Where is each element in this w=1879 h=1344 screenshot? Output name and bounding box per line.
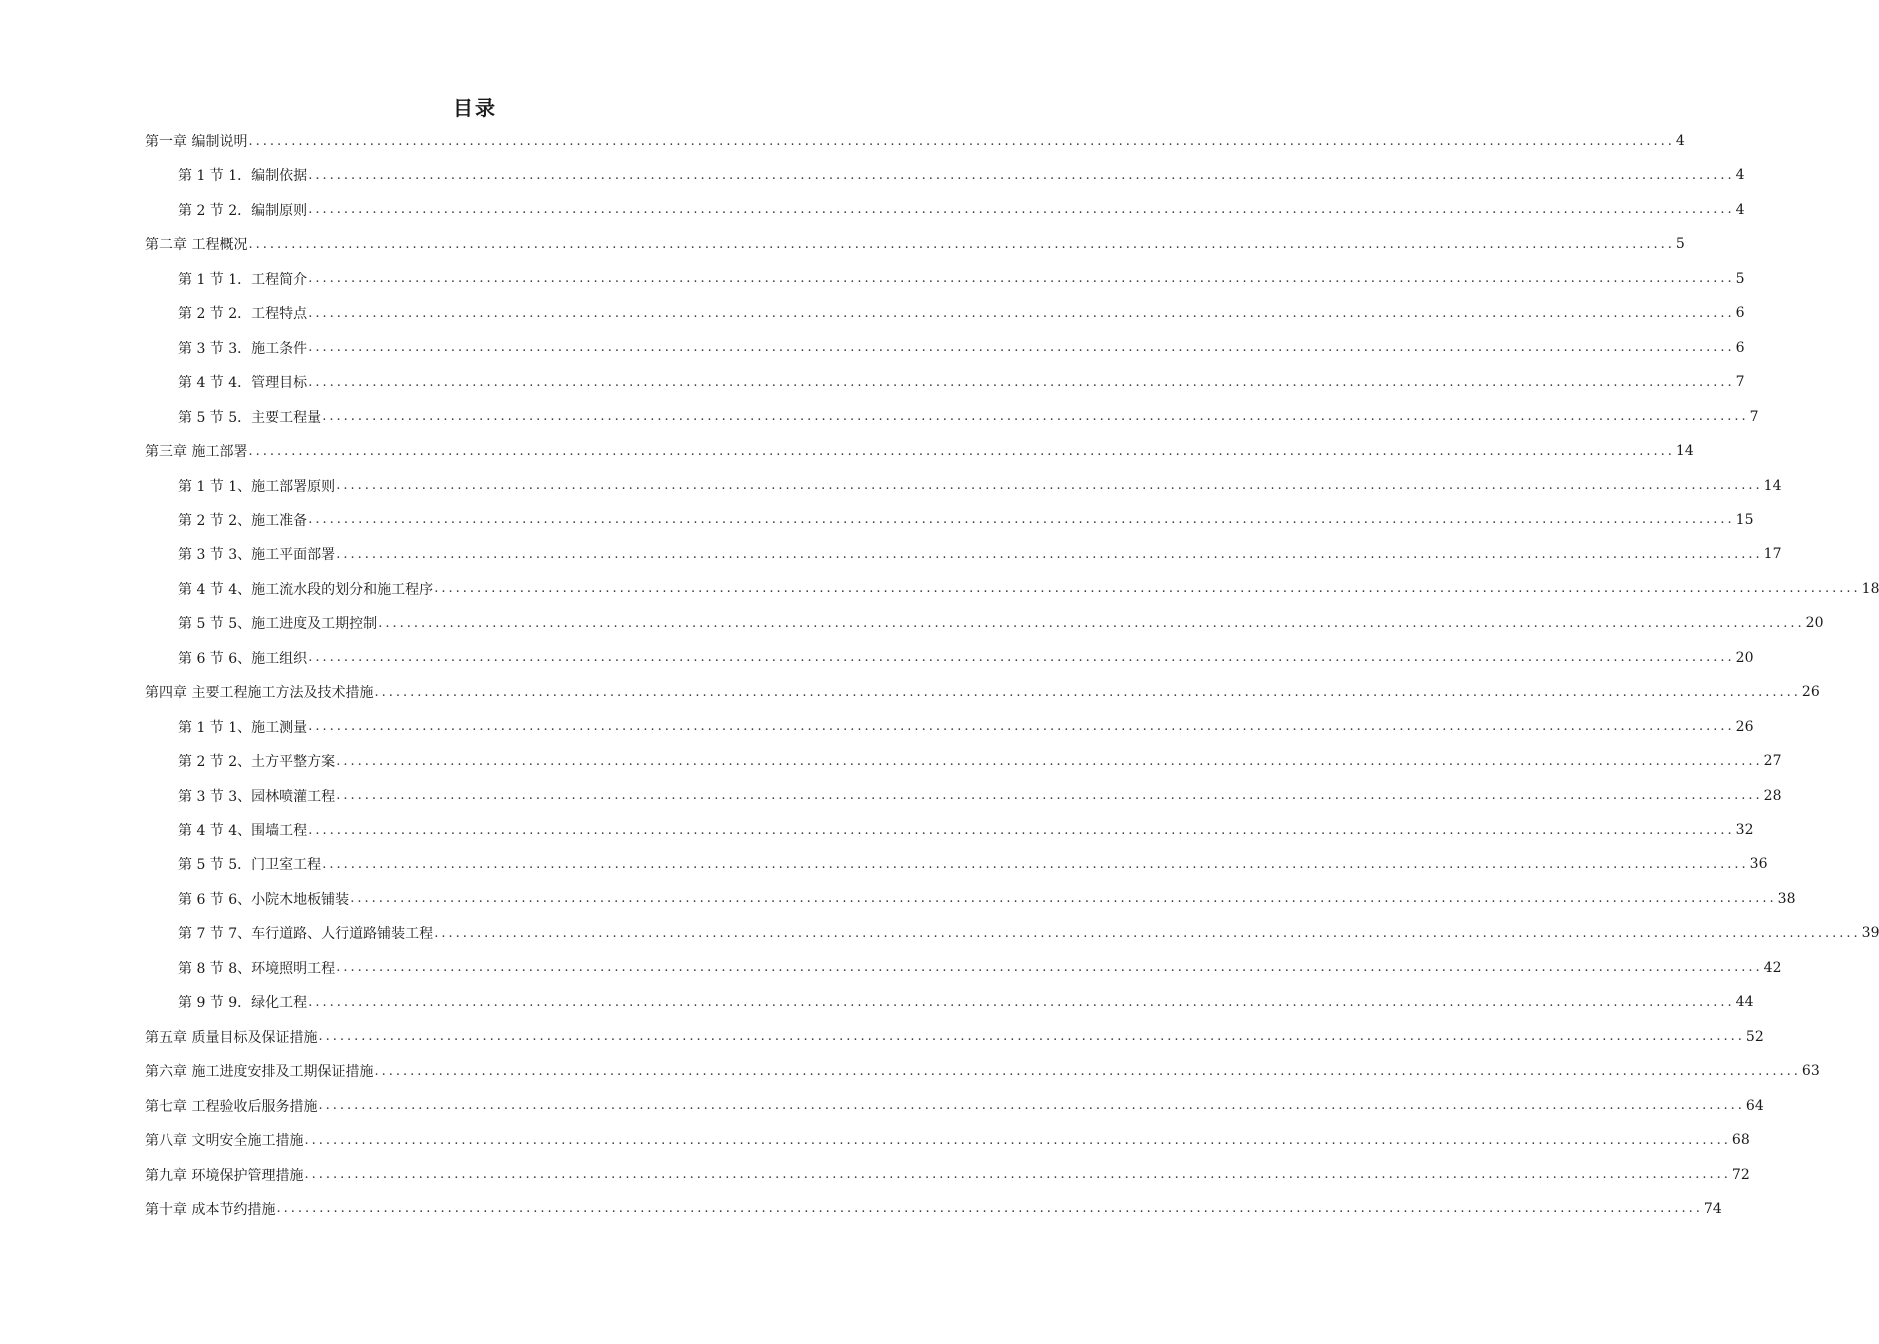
toc-entry-title: 1．编制依据 — [228, 168, 308, 185]
toc-page-number: 26 — [1801, 684, 1820, 701]
toc-entry-title: 4．管理目标 — [228, 375, 308, 392]
toc-entry-label: 第 5 节 — [178, 616, 224, 633]
toc-leader-dots: ........................................................................................................................................................................................................ — [318, 1098, 1745, 1114]
toc-entry-label: 第六章 — [145, 1064, 187, 1081]
toc-entry-label: 第 4 节 — [178, 375, 224, 392]
toc-entry-title: 3．施工条件 — [228, 340, 308, 357]
toc-entry-title: 1、施工部署原则 — [228, 478, 336, 495]
toc-page-number: 14 — [1675, 443, 1694, 460]
toc-leader-dots: ........................................................................................................................................................................................................ — [276, 1201, 1703, 1217]
toc-entry[interactable] — [145, 1125, 1750, 1155]
toc-entry-text — [178, 338, 307, 358]
toc-page-number: 74 — [1703, 1200, 1722, 1217]
toc-entry-title: 4、施工流水段的划分和施工程序 — [228, 581, 434, 598]
toc-entry-title: 编制说明 — [191, 134, 248, 150]
toc-entry-label: 第 1 节 — [178, 168, 224, 185]
toc-page-number: 15 — [1735, 511, 1754, 528]
toc-entry-title: 6、施工组织 — [228, 650, 308, 667]
toc-page-number: 5 — [1675, 236, 1685, 253]
toc-leader-dots: ........................................................................................................................................................................................................ — [350, 891, 1777, 907]
toc-page-number: 7 — [1749, 408, 1759, 425]
toc-leader-dots: ........................................................................................................................................................................................................ — [308, 650, 1735, 666]
toc-leader-dots: ........................................................................................................................................................................................................ — [248, 236, 1675, 252]
toc-entry-text — [178, 889, 349, 909]
toc-page-number: 44 — [1735, 994, 1754, 1011]
toc-entry[interactable] — [178, 574, 1879, 604]
toc-entry-title: 2、施工准备 — [228, 512, 308, 529]
toc-entry-title: 2．工程特点 — [228, 306, 308, 323]
toc-entry-text — [178, 407, 321, 427]
toc-page-number: 42 — [1763, 959, 1782, 976]
toc-entry-text — [178, 717, 307, 737]
toc-entry-label: 第 2 节 — [178, 202, 224, 219]
toc-entry-text — [178, 165, 307, 185]
toc-entry-text — [178, 200, 307, 220]
toc-entry-text — [178, 958, 335, 978]
toc-entry[interactable] — [145, 126, 1685, 156]
toc-entry-text — [145, 1199, 275, 1219]
toc-entry-label: 第七章 — [145, 1098, 187, 1115]
toc-entry-text — [145, 441, 247, 461]
toc-page-number: 14 — [1763, 477, 1782, 494]
toc-entry-text — [145, 131, 247, 151]
toc-entry-text — [178, 992, 307, 1012]
toc-entry-text — [178, 613, 377, 633]
toc-entry-label: 第 3 节 — [178, 788, 224, 805]
toc-leader-dots: ........................................................................................................................................................................................................ — [308, 340, 1735, 356]
toc-entry-text — [178, 544, 335, 564]
toc-entry-text — [178, 476, 335, 496]
toc-entry[interactable] — [178, 746, 1782, 776]
toc-leader-dots: ........................................................................................................................................................................................................ — [374, 684, 1801, 700]
toc-entry[interactable] — [178, 195, 1745, 225]
toc-leader-dots: ........................................................................................................................................................................................................ — [308, 202, 1735, 218]
toc-entry-label: 第 1 节 — [178, 271, 224, 288]
toc-entry-label: 第三章 — [145, 444, 187, 461]
toc-page-number: 26 — [1735, 718, 1754, 735]
toc-entry[interactable] — [178, 264, 1745, 294]
toc-entry-text — [145, 1165, 303, 1185]
toc-leader-dots: ........................................................................................................................................................................................................ — [322, 409, 1749, 425]
toc-entry[interactable] — [178, 402, 1759, 432]
toc-leader-dots: ........................................................................................................................................................................................................ — [308, 512, 1735, 528]
toc-page-number: 72 — [1731, 1166, 1750, 1183]
toc-leader-dots: ........................................................................................................................................................................................................ — [308, 719, 1735, 735]
toc-page-number: 38 — [1777, 890, 1796, 907]
toc-entry-text — [178, 751, 335, 771]
toc-leader-dots: ........................................................................................................................................................................................................ — [336, 478, 1763, 493]
toc-entry-label: 第 2 节 — [178, 512, 224, 529]
toc-entry-label: 第 9 节 — [178, 995, 224, 1012]
toc-page-number: 4 — [1735, 201, 1745, 218]
toc-entry[interactable] — [145, 1160, 1750, 1190]
toc-entry-label: 第五章 — [145, 1029, 187, 1046]
toc-entry-text — [178, 923, 433, 943]
toc-entry-title: 施工部署 — [191, 444, 248, 461]
toc-entry-title: 工程概况 — [191, 237, 248, 254]
toc-entry-title: 3、园林喷灌工程 — [228, 788, 336, 805]
toc-leader-dots: ........................................................................................................................................................................................................ — [308, 994, 1735, 1010]
toc-entry[interactable] — [178, 160, 1745, 190]
toc-leader-dots: ........................................................................................................................................................................................................ — [322, 856, 1749, 872]
toc-entry-text — [145, 1027, 317, 1047]
toc-page-number: 20 — [1735, 649, 1754, 666]
toc-page-number: 68 — [1731, 1132, 1750, 1149]
toc-leader-dots: ........................................................................................................................................................................................................ — [374, 1063, 1801, 1079]
toc-entry-text — [178, 372, 307, 392]
toc-entry-label: 第 3 节 — [178, 547, 224, 564]
toc-entry-text — [145, 682, 373, 702]
toc-entry-text — [178, 303, 307, 323]
toc-leader-dots: ........................................................................................................................................................................................................ — [308, 374, 1735, 390]
toc-entry-label: 第 2 节 — [178, 306, 224, 323]
toc-entry-label: 第四章 — [145, 685, 187, 702]
toc-entry-title: 施工进度安排及工期保证措施 — [191, 1064, 374, 1081]
toc-entry-text — [145, 234, 247, 254]
toc-page-number: 7 — [1735, 374, 1745, 391]
toc-entry-label: 第 1 节 — [178, 478, 224, 495]
toc-entry-title: 2．编制原则 — [228, 202, 308, 219]
toc-leader-dots: ........................................................................................................................................................................................................ — [248, 443, 1675, 459]
toc-page-number: 5 — [1735, 270, 1745, 287]
toc-entry-label: 第 2 节 — [178, 754, 224, 771]
toc-page-number: 18 — [1861, 580, 1879, 597]
toc-entry[interactable] — [145, 677, 1820, 707]
toc-entry-label: 第 3 节 — [178, 340, 224, 357]
toc-entry-label: 第十章 — [145, 1201, 187, 1218]
toc-entry-text — [145, 1130, 303, 1150]
toc-entry-label: 第 7 节 — [178, 926, 224, 943]
toc-entry-text — [178, 648, 307, 668]
toc-entry-label: 第二章 — [145, 237, 187, 254]
toc-entry[interactable] — [178, 505, 1754, 535]
toc-entry[interactable] — [178, 643, 1754, 673]
toc-leader-dots: ........................................................................................................................................................................................................ — [308, 167, 1735, 183]
toc-page-number: 4 — [1675, 133, 1685, 149]
page-title: 目录 — [453, 96, 497, 120]
toc-entry-text — [178, 510, 307, 530]
toc-entry[interactable] — [178, 849, 1768, 879]
toc-leader-dots: ........................................................................................................................................................................................................ — [308, 305, 1735, 321]
toc-entry-title: 2、土方平整方案 — [228, 754, 336, 771]
toc-entry[interactable] — [178, 333, 1745, 363]
toc-page-number: 52 — [1745, 1028, 1764, 1045]
toc-entry[interactable] — [178, 471, 1782, 501]
toc-entry[interactable] — [178, 367, 1745, 397]
toc-page-number: 17 — [1763, 546, 1782, 563]
toc-entry-label: 第 4 节 — [178, 823, 224, 839]
toc-page-number: 63 — [1801, 1063, 1820, 1080]
toc-entry-title: 环境保护管理措施 — [191, 1167, 304, 1184]
toc-entry[interactable] — [178, 298, 1745, 328]
toc-entry-label: 第 5 节 — [178, 857, 224, 874]
toc-leader-dots: ........................................................................................................................................................................................................ — [434, 581, 1861, 597]
toc-entry[interactable] — [145, 1091, 1764, 1121]
toc-entry-label: 第 6 节 — [178, 650, 224, 667]
toc-entry-label: 第一章 — [145, 134, 187, 150]
toc-entry-title: 6、小院木地板铺装 — [228, 891, 350, 908]
toc-entry-title: 5、施工进度及工期控制 — [228, 616, 378, 633]
toc-entry-title: 5．主要工程量 — [228, 409, 322, 426]
toc-entry[interactable] — [178, 712, 1754, 742]
toc-leader-dots: ........................................................................................................................................................................................................ — [318, 1029, 1745, 1045]
toc-entry-title: 7、车行道路、人行道路铺装工程 — [228, 926, 434, 943]
toc-entry[interactable] — [178, 781, 1782, 811]
toc-entry-label: 第八章 — [145, 1133, 187, 1150]
toc-entry-title: 主要工程施工方法及技术措施 — [191, 685, 374, 702]
toc-entry-label: 第 6 节 — [178, 891, 224, 908]
toc-entry[interactable] — [145, 1022, 1764, 1052]
toc-entry-label: 第 8 节 — [178, 960, 224, 977]
toc-entry-label: 第 1 节 — [178, 719, 224, 736]
toc-page-number: 28 — [1763, 787, 1782, 804]
toc-leader-dots: ........................................................................................................................................................................................................ — [434, 925, 1861, 941]
toc-entry[interactable] — [178, 953, 1782, 983]
toc-page-number: 39 — [1861, 925, 1879, 942]
toc-entry-label: 第 5 节 — [178, 409, 224, 426]
toc-leader-dots: ........................................................................................................................................................................................................ — [304, 1167, 1731, 1182]
toc-entry-label: 第 4 节 — [178, 581, 224, 598]
toc-entry-title: 成本节约措施 — [191, 1201, 276, 1218]
toc-entry-title: 8、环境照明工程 — [228, 960, 336, 977]
toc-page-number: 6 — [1735, 339, 1745, 356]
toc-entry-label: 第九章 — [145, 1167, 187, 1184]
toc-entry-text — [178, 854, 321, 874]
toc-page-number: 4 — [1735, 167, 1745, 184]
toc-entry-title: 4、围墙工程 — [228, 823, 308, 839]
toc-entry-text — [145, 1061, 373, 1081]
toc-entry-title: 3、施工平面部署 — [228, 547, 336, 564]
toc-page-number: 27 — [1763, 753, 1782, 770]
toc-leader-dots: ........................................................................................................................................................................................................ — [304, 1132, 1731, 1148]
toc-entry-title: 工程验收后服务措施 — [191, 1098, 318, 1115]
toc-leader-dots: ........................................................................................................................................................................................................ — [378, 615, 1805, 631]
toc-entry-title: 文明安全施工措施 — [191, 1133, 304, 1150]
toc-entry-text — [178, 820, 307, 840]
toc-page-number: 32 — [1735, 822, 1754, 838]
toc-entry[interactable] — [178, 987, 1754, 1017]
toc-entry[interactable] — [145, 1056, 1820, 1086]
toc-entry-text — [178, 786, 335, 806]
toc-leader-dots: ........................................................................................................................................................................................................ — [336, 753, 1763, 769]
toc-entry[interactable] — [178, 815, 1754, 845]
toc-page-number: 36 — [1749, 856, 1768, 873]
toc-entry-text — [145, 1096, 317, 1116]
toc-leader-dots: ........................................................................................................................................................................................................ — [336, 788, 1763, 804]
toc-entry[interactable] — [145, 436, 1694, 466]
toc-page-number: 6 — [1735, 305, 1745, 322]
toc-entry-title: 1、施工测量 — [228, 719, 308, 736]
toc-page-number: 20 — [1805, 615, 1824, 632]
toc-leader-dots: ........................................................................................................................................................................................................ — [308, 271, 1735, 287]
toc-entry-title: 9．绿化工程 — [228, 995, 308, 1012]
toc-entry[interactable] — [178, 918, 1879, 948]
toc-entry-title: 质量目标及保证措施 — [191, 1029, 318, 1046]
toc-entry-title: 1．工程简介 — [228, 271, 308, 288]
toc-entry-text — [178, 269, 307, 289]
toc-entry-title: 5．门卫室工程 — [228, 857, 322, 874]
toc-entry-text — [178, 579, 433, 599]
toc-entry[interactable] — [178, 539, 1782, 569]
toc-page-number: 64 — [1745, 1097, 1764, 1114]
toc-entry[interactable] — [145, 229, 1685, 259]
toc-entry[interactable] — [145, 1194, 1722, 1224]
toc-entry[interactable] — [178, 884, 1796, 914]
toc-entry[interactable] — [178, 608, 1824, 638]
toc-leader-dots: ........................................................................................................................................................................................................ — [336, 546, 1763, 562]
toc-leader-dots: ........................................................................................................................................................................................................ — [308, 822, 1735, 838]
toc-leader-dots: ........................................................................................................................................................................................................ — [336, 960, 1763, 976]
toc-leader-dots: ........................................................................................................................................................................................................ — [248, 133, 1675, 149]
